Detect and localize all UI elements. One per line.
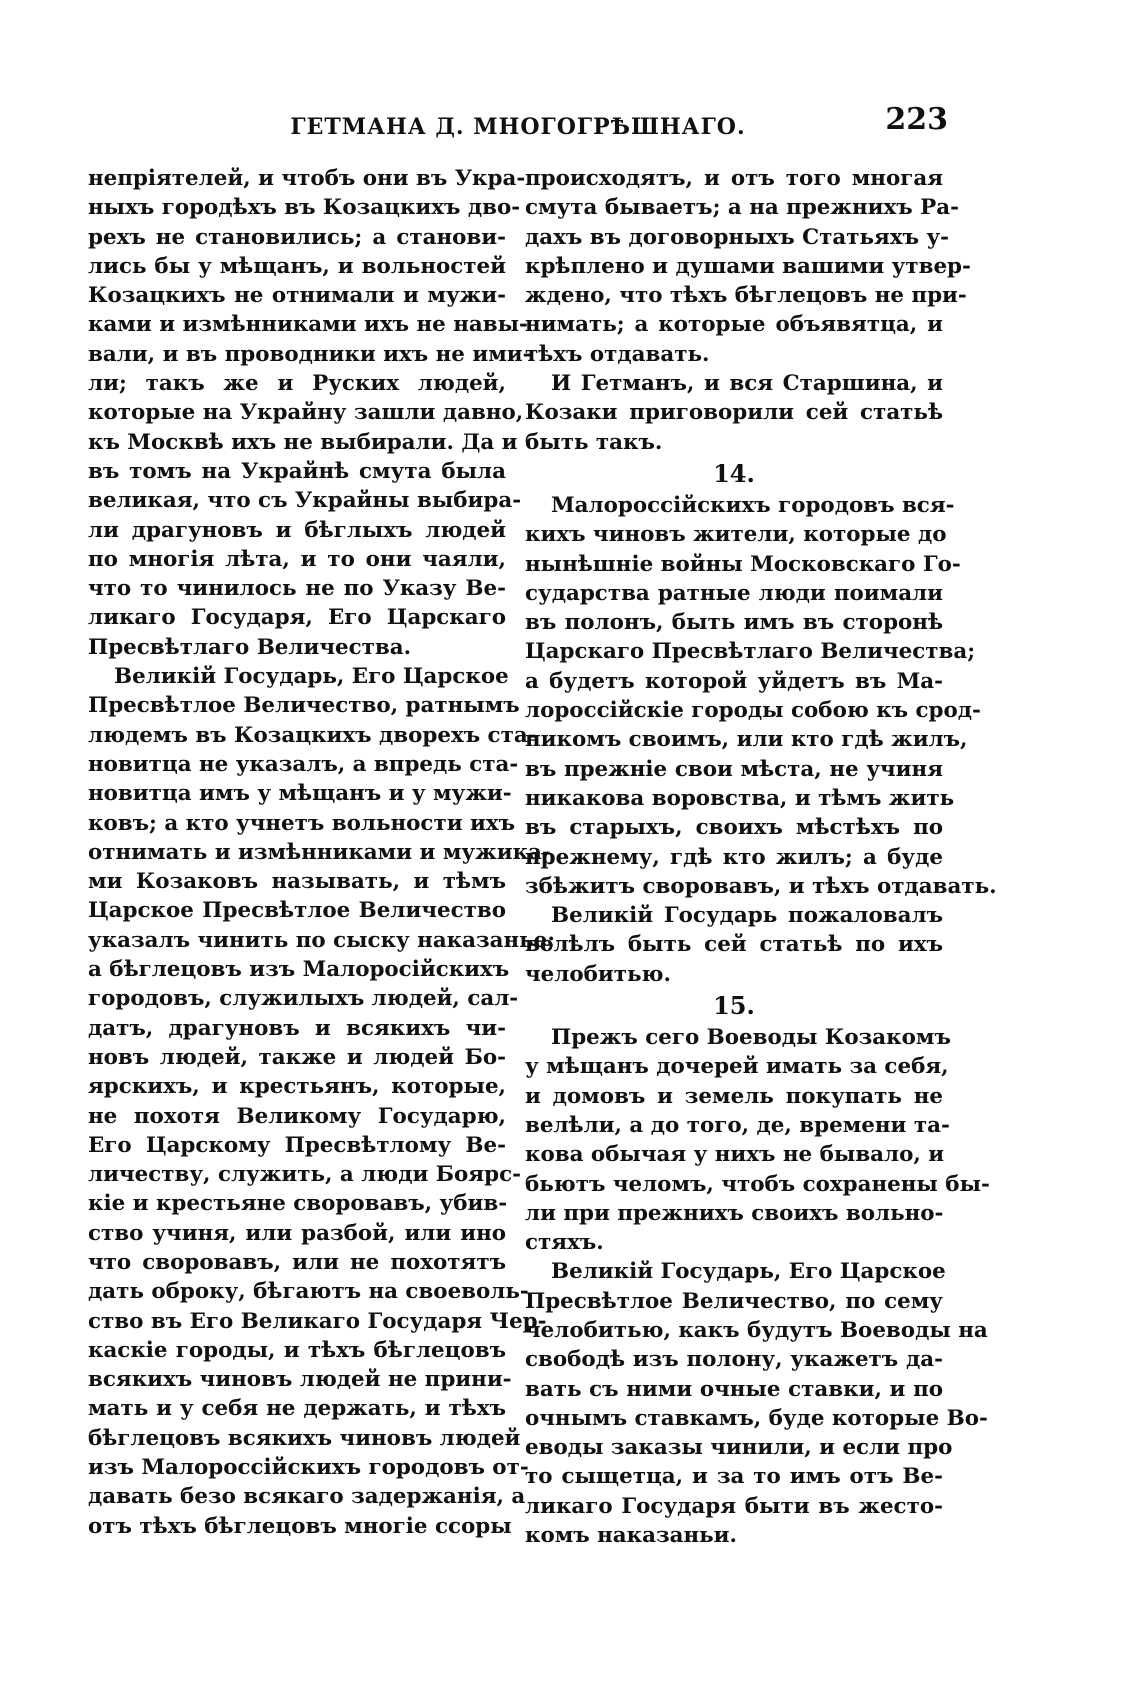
text-line: челобитью. — [525, 961, 671, 987]
text-line: а будетъ которой уйдетъ въ Ма- — [525, 668, 943, 694]
text-line: прежнему, гдѣ кто жилъ; а буде — [525, 844, 943, 870]
text-line: збѣжитъ своровавъ, и тѣхъ отдавать. — [525, 873, 997, 899]
running-title: ГЕТМАНА Д. МНОГОГРѢШНАГО. — [290, 114, 746, 140]
text-line: кова обычая у нихъ не бывало, и — [525, 1142, 945, 1168]
text-line: никакова воровства, и тѣмъ жить — [525, 785, 955, 811]
text-line: Царскаго Пресвѣтлаго Величества; — [525, 639, 976, 665]
text-line: ство учиня, или разбой, или ино — [88, 1220, 506, 1246]
text-line: не похотя Великому Государю, — [88, 1103, 506, 1129]
text-line: дахъ въ договорныхъ Статьяхъ у- — [525, 224, 950, 250]
text-line: вать съ ними очные ставки, и по — [525, 1376, 943, 1402]
text-line: новитца имъ у мѣщанъ и у мужи- — [88, 781, 512, 807]
text-line: вали, и въ проводники ихъ не ими- — [88, 341, 532, 367]
text-line: ками и измѣнниками ихъ не навы- — [88, 312, 528, 338]
text-line: свободѣ изъ полону, укажетъ да- — [525, 1347, 943, 1373]
section-number: 14. — [713, 458, 755, 488]
text-line: Великій Государь, Его Царское — [551, 1259, 946, 1285]
text-line: новитца не указалъ, а впредь ста- — [88, 751, 519, 777]
text-line: Малороссійскихъ городовъ вся- — [551, 492, 955, 518]
text-line: Царское Пресвѣтлое Величество — [88, 898, 506, 924]
text-line: велѣлъ быть сей статьѣ по ихъ — [525, 932, 943, 958]
right-column — [525, 164, 997, 1550]
text-line: въ томъ на Украйнѣ смута была — [88, 458, 506, 484]
text-line: которые на Украйну зашли давно, — [88, 400, 524, 426]
text-line: Пресвѣтлое Величество, ратнымъ — [88, 693, 520, 719]
text-line: велѣли, а до того, де, времени та- — [525, 1112, 950, 1138]
text-line: Козаки приговорили сей статьѣ — [525, 400, 943, 426]
text-line: въ полонъ, быть имъ въ сторонѣ — [525, 610, 943, 636]
text-line: въ старыхъ, своихъ мѣстѣхъ по — [525, 815, 943, 841]
running-head — [88, 98, 948, 146]
text-line: ярскихъ, и крестьянъ, которые, — [88, 1074, 506, 1100]
text-line: людемъ въ Козацкихъ дворехъ ста- — [88, 722, 537, 748]
text-line: каскіе городы, и тѣхъ бѣглецовъ — [88, 1337, 506, 1363]
text-line: ныхъ городѣхъ въ Козацкихъ дво- — [88, 195, 521, 221]
text-line: Пресвѣтлаго Величества. — [88, 634, 412, 660]
text-line: личеству, служить, а люди Боярс- — [88, 1162, 521, 1188]
text-line: великая, что съ Украйны выбира- — [88, 488, 522, 514]
text-line: ликаго Государя быти въ жесто- — [525, 1493, 943, 1519]
text-line: лороссійскіе городы собою къ срод- — [525, 698, 981, 724]
text-line: ство въ Его Великаго Государя Чер- — [88, 1308, 547, 1334]
text-line: по многія лѣта, и то они чаяли, — [88, 546, 506, 572]
text-line: отъ тѣхъ бѣглецовъ многіе ссоры — [88, 1513, 512, 1539]
text-line: тѣхъ отдавать. — [525, 341, 710, 367]
text-line: сударства ратные люди поимали — [525, 580, 943, 606]
text-line: ковъ; а кто учнетъ вольности ихъ — [88, 810, 516, 836]
text-line: въ прежніе свои мѣста, не учиня — [525, 756, 943, 782]
text-line: Пресвѣтлое Величество, по сему — [525, 1288, 943, 1314]
text-line: непріятелей, и чтобъ они въ Укра- — [88, 166, 526, 191]
text-line: дать оброку, бѣгаютъ на своеволь- — [88, 1279, 529, 1305]
text-line: еводы заказы чинили, и если про — [525, 1435, 953, 1461]
text-line: нынѣшніе войны Московскаго Го- — [525, 551, 961, 577]
text-line: ликаго Государя, Его Царскаго — [88, 605, 506, 631]
text-line: и домовъ и земель покупать не — [525, 1083, 943, 1109]
text-line: давать безо всякаго задержанія, а — [88, 1484, 526, 1510]
text-line: у мѣщанъ дочерей имать за себя, — [525, 1054, 949, 1080]
text-line: Великій Государь пожаловалъ — [551, 903, 943, 929]
text-line: никомъ своимъ, или кто гдѣ жилъ, — [525, 727, 968, 753]
text-line: смута бываетъ; а на прежнихъ Ра- — [525, 195, 959, 221]
text-line: крѣплено и душами вашими утвер- — [525, 253, 971, 279]
text-line: отнимать и измѣнниками и мужика- — [88, 839, 551, 865]
text-line: челобитью, какъ будутъ Воеводы на — [525, 1317, 988, 1343]
text-line: рехъ не становились; а станови- — [88, 224, 506, 250]
text-line: ждено, что тѣхъ бѣглецовъ не при- — [525, 283, 967, 309]
text-line: происходятъ, и отъ того многая — [525, 166, 943, 191]
text-line: датъ, драгуновъ и всякихъ чи- — [88, 1015, 506, 1041]
text-line: ми Козаковъ называть, и тѣмъ — [88, 869, 506, 895]
page-number: 223 — [885, 102, 948, 137]
text-line: стяхъ. — [525, 1230, 604, 1256]
text-line: кіе и крестьяне своровавъ, убив- — [88, 1191, 508, 1217]
text-line: ли при прежнихъ своихъ вольно- — [525, 1200, 944, 1226]
text-line: очнымъ ставкамъ, буде которые Во- — [525, 1405, 988, 1431]
text-line: мать и у себя не держать, и тѣхъ — [88, 1396, 506, 1422]
text-line: всякихъ чиновъ людей не прини- — [88, 1367, 512, 1393]
text-line: что своровавъ, или не похотятъ — [88, 1249, 506, 1275]
text-line: то сыщетца, и за то имъ отъ Ве- — [525, 1464, 943, 1490]
text-line: ли; такъ же и Руских людей, — [88, 371, 506, 397]
text-line: Его Царскому Пресвѣтлому Ве- — [88, 1132, 506, 1158]
text-line: новъ людей, также и людей Бо- — [88, 1044, 506, 1070]
text-line: Прежъ сего Воеводы Козакомъ — [551, 1025, 951, 1051]
text-line: комъ наказаньи. — [525, 1523, 737, 1549]
text-line: быть такъ. — [525, 429, 663, 455]
text-line: бьютъ челомъ, чтобъ сохранены бы- — [525, 1171, 990, 1197]
text-line: указалъ чинить по сыску наказанье; — [88, 927, 556, 953]
text-line: Козацкихъ не отнимали и мужи- — [88, 283, 506, 309]
text-line: ли драгуновъ и бѣглыхъ людей — [88, 517, 506, 543]
text-line: Великій Государь, Его Царское — [114, 664, 509, 690]
text-line: изъ Малороссійскихъ городовъ от- — [88, 1455, 529, 1481]
text-line: къ Москвѣ ихъ не выбирали. Да и — [88, 429, 518, 455]
text-line: что то чинилось не по Указу Ве- — [88, 576, 506, 602]
text-line: городовъ, служилыхъ людей, сал- — [88, 986, 519, 1012]
text-line: И Гетманъ, и вся Старшина, и — [551, 371, 943, 397]
text-line: а бѣглецовъ изъ Малоросійскихъ — [88, 957, 510, 983]
text-line: кихъ чиновъ жители, которые до — [525, 522, 947, 548]
text-line: нимать; а которые объявятца, и — [525, 312, 943, 338]
section-number: 15. — [713, 991, 755, 1021]
text-line: бѣглецовъ всякихъ чиновъ людей — [88, 1425, 521, 1451]
text-line: лись бы у мѣщанъ, и вольностей — [88, 253, 506, 279]
left-column — [88, 164, 556, 1541]
